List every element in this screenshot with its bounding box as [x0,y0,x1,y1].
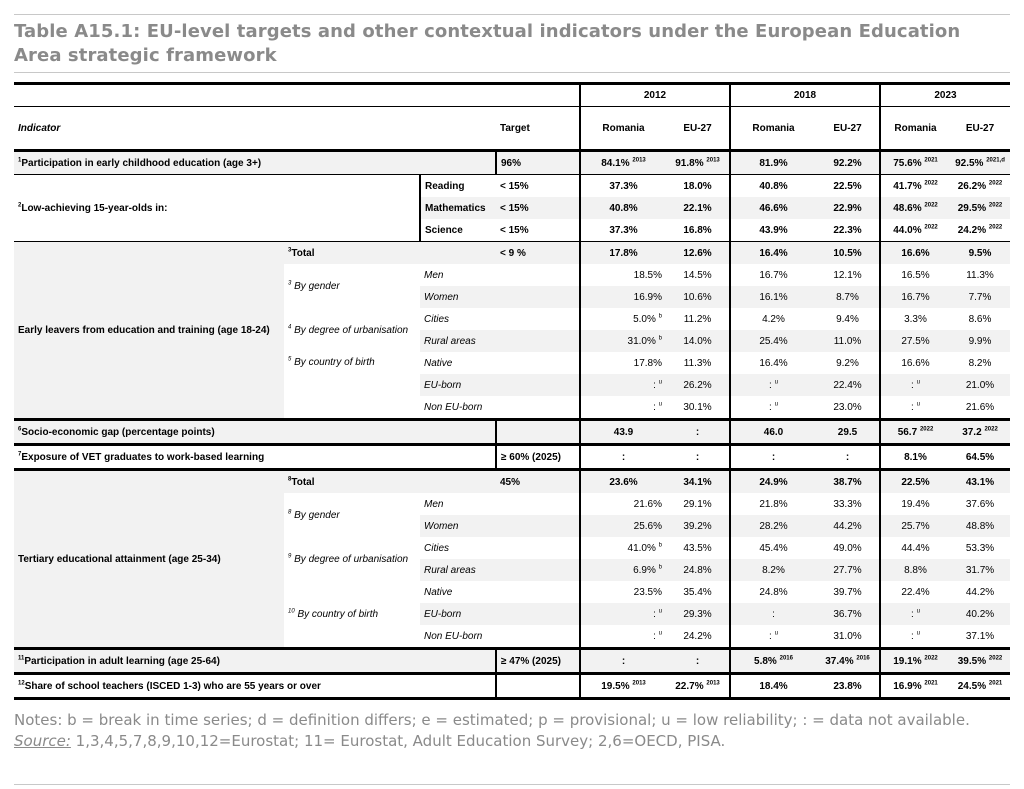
table-row: $^{12}$Share of school teachers (ISCED 1-3) who are 55 years or over 19.5% $^{2013}$ 22.7% $^{2013}$ 18.4% 23.8% 16.9% $^{2021}$ 24.5% $^{2021}$ [14,674,1010,699]
table-row: Non EU-born : $^u$ 30.1% : $^u$ 23.0% : $^u$ 21.6% [14,396,1010,420]
table-row: $^1$Participation in early childhood education (age 3+) 96% 84.1% $^{2013}$ 91.8% $^{2013}$ 81.9% 92.2% 75.6% $^{2021}$ 92.5% $^{2021,d}$ [14,151,1010,175]
romania-header-2023: Romania [880,107,950,151]
title-rule [14,72,1010,73]
eu-header-2023: EU-27 [950,107,1010,151]
table-row: EU-born : $^u$ 26.2% : $^u$ 22.4% : $^u$ 21.0% [14,374,1010,396]
row-label: Tertiary educational attainment (age 25-34) [14,470,284,649]
table-row: EU-born : $^u$ 29.3% : 36.7% : $^u$ 40.2% [14,603,1010,625]
row-label: $^{11}$Participation in adult learning (age 25-64) [14,649,496,674]
table-notes [14,710,1014,752]
source-label: Source: [14,732,71,750]
table-row: $^{11}$Participation in adult learning (age 25-64) ≥ 47% (2025) : : 5.8% $^{2016}$ 37.4% $^{2016}$ 19.1% $^{2022}$ 39.5% $^{2022}$ [14,649,1010,674]
column-header-row [14,107,1010,151]
table-row: $^6$Socio-economic gap (percentage points) 43.9 : 46.0 29.5 56.7 $^{2022}$ 37.2 $^{2022}$ [14,420,1010,445]
table-row: Women 16.9% 10.6% 16.1% 8.7% 16.7% 7.7% [14,286,1010,308]
source-line [14,731,1014,752]
table-row: $^4$ By degree of urbanisation Cities 5.0% $^b$ 11.2% 4.2% 9.4% 3.3% 8.6% [14,308,1010,330]
top-rule [14,14,1010,15]
table-row: $^2$Low-achieving 15-year-olds in: Reading < 15% 37.3% 18.0% 40.8% 22.5% 41.7% $^{2022}$ 26.2% $^{2022}$ [14,175,1010,198]
romania-header-2018: Romania [730,107,816,151]
row-label: $^7$Exposure of VET graduates to work-based learning [14,445,496,470]
source-text: 1,3,4,5,7,8,9,10,12=Eurostat; 11= Eurostat, Adult Education Survey; 2,6=OECD, PISA. [70,732,726,750]
table-row: Early leavers from education and training (age 18-24) $^3$Total < 9 % 17.8% 12.6% 16.4% 10.5% 16.6% 9.5% [14,242,1010,265]
table-row: Rural areas 31.0% $^b$ 14.0% 25.4% 11.0% 27.5% 9.9% [14,330,1010,352]
target-header: Target [496,107,580,151]
row-label: $^{12}$Share of school teachers (ISCED 1-3) who are 55 years or over [14,674,496,699]
table-row: $^8$ By gender Men 21.6% 29.1% 21.8% 33.3% 19.4% 37.6% [14,493,1010,515]
year-2012: 2012 [580,84,730,107]
eu-header-2018: EU-27 [816,107,880,151]
indicators-table [14,82,1010,700]
year-2023: 2023 [880,84,1010,107]
table-row: $^9$ By degree of urbanisation Cities 41.0% $^b$ 43.5% 45.4% 49.0% 44.4% 53.3% [14,537,1010,559]
notes-line: Notes: b = break in time series; d = definition differs; e = estimated; p = provisional; u = low reliability; : = data not available. [14,711,970,729]
table-row: $^5$ By country of birth Native 17.8% 11.3% 16.4% 9.2% 16.6% 8.2% [14,352,1010,374]
table-title: Table A15.1: EU-level targets and other contextual indicators under the European Education Area strategic framework [14,21,961,66]
row-label: Early leavers from education and training (age 18-24) [14,242,284,420]
table-row: $^7$Exposure of VET graduates to work-based learning ≥ 60% (2025) : : : : 8.1% 64.5% [14,445,1010,470]
row-label: $^1$Participation in early childhood education (age 3+) [14,151,496,175]
table-row: Women 25.6% 39.2% 28.2% 44.2% 25.7% 48.8% [14,515,1010,537]
table-row: Non EU-born : $^u$ 24.2% : $^u$ 31.0% : $^u$ 37.1% [14,625,1010,649]
table-row: Tertiary educational attainment (age 25-34) $^8$Total 45% 23.6% 34.1% 24.9% 38.7% 22.5% 43.1% [14,470,1010,494]
indicator-header: Indicator [14,107,284,151]
table-row: Science < 15% 37.3% 16.8% 43.9% 22.3% 44.0% $^{2022}$ 24.2% $^{2022}$ [14,219,1010,242]
bottom-rule [14,784,1010,785]
table-row: $^3$ By gender Men 18.5% 14.5% 16.7% 12.1% 16.5% 11.3% [14,264,1010,286]
table-row: Mathematics < 15% 40.8% 22.1% 46.6% 22.9% 48.6% $^{2022}$ 29.5% $^{2022}$ [14,197,1010,219]
row-label: $^6$Socio-economic gap (percentage points) [14,420,496,445]
romania-header-2012: Romania [580,107,666,151]
table-row: $^{10}$ By country of birth Native 23.5% 35.4% 24.8% 39.7% 22.4% 44.2% [14,581,1010,603]
year-2018: 2018 [730,84,880,107]
table-row: Rural areas 6.9% $^b$ 24.8% 8.2% 27.7% 8.8% 31.7% [14,559,1010,581]
year-header-row [14,84,1010,107]
row-label: $^2$Low-achieving 15-year-olds in: [14,175,420,242]
eu-header-2012: EU-27 [666,107,730,151]
